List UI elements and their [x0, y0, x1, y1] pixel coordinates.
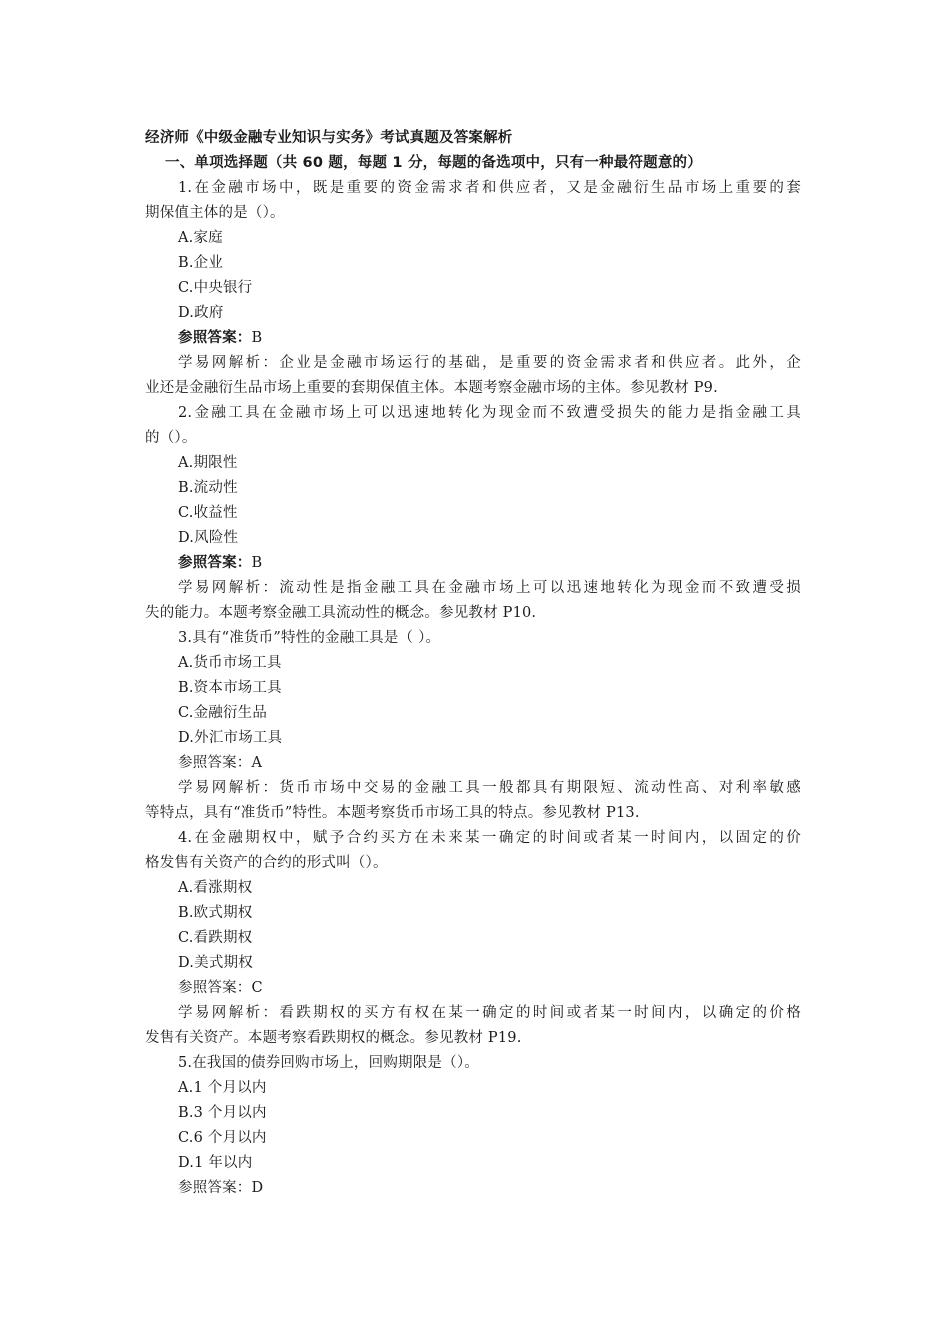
question-stem-line: 期保值主体的是（）。	[145, 205, 285, 221]
option-a: A.看涨期权	[178, 880, 253, 896]
option-b: B.3 个月以内	[178, 1105, 267, 1121]
analysis-line: 学易网解析：企业是金融市场运行的基础，是重要的资金需求者和供应者。此外，企	[178, 355, 801, 371]
option-c: C.6 个月以内	[178, 1130, 267, 1146]
option-c: C.看跌期权	[178, 930, 253, 946]
option-a: A.家庭	[178, 230, 223, 246]
option-b: B.欧式期权	[178, 905, 253, 921]
question-1	[145, 176, 801, 401]
option-d: D.外汇市场工具	[178, 730, 283, 746]
option-a: A.货币市场工具	[178, 655, 282, 671]
question-stem-line: 格发售有关资产的合约的形式叫（）。	[145, 855, 388, 871]
option-a: A.1 个月以内	[178, 1080, 267, 1096]
analysis-line: 业还是金融衍生品市场上重要的套期保值主体。本题考察金融市场的主体。参见教材 P9.	[145, 380, 718, 396]
question-stem-line: 1.在金融市场中，既是重要的资金需求者和供应者，又是金融衍生品市场上重要的套	[178, 180, 801, 196]
analysis-line: 等特点，具有“准货币”特性。本题考察货币市场工具的特点。参见教材 P13.	[145, 805, 640, 821]
option-d: D.美式期权	[178, 955, 253, 971]
analysis-line: 学易网解析：流动性是指金融工具在金融市场上可以迅速地转化为现金而不致遭受损	[178, 580, 801, 596]
option-d: D.风险性	[178, 530, 239, 546]
option-b: B.流动性	[178, 480, 238, 496]
answer-line: 参照答案：A	[178, 755, 263, 771]
answer-line	[145, 326, 801, 351]
option-c: C.中央银行	[178, 280, 253, 296]
option-b: B.企业	[178, 255, 224, 271]
document-title: 经济师《中级金融专业知识与实务》考试真题及答案解析	[145, 130, 513, 146]
answer-label: 参照答案：	[178, 330, 252, 346]
option-c: C.收益性	[178, 505, 238, 521]
analysis-line: 学易网解析：看跌期权的买方有权在某一确定的时间或者某一时间内，以确定的价格	[178, 1005, 801, 1021]
answer-line: 参照答案：D	[178, 1180, 264, 1196]
question-5	[145, 1051, 801, 1201]
question-3	[145, 626, 801, 826]
analysis-line: 学易网解析：货币市场中交易的金融工具一般都具有期限短、流动性高、对利率敏感	[178, 780, 801, 796]
analysis-line: 失的能力。本题考察金融工具流动性的概念。参见教材 P10.	[145, 605, 537, 621]
option-a: A.期限性	[178, 455, 238, 471]
analysis-line: 发售有关资产。本题考察看跌期权的概念。参见教材 P19.	[145, 1030, 522, 1046]
option-b: B.资本市场工具	[178, 680, 282, 696]
answer-value: B	[251, 330, 263, 346]
question-4	[145, 826, 801, 1051]
option-c: C.金融衍生品	[178, 705, 268, 721]
question-stem-line: 5.在我国的债券回购市场上，回购期限是（）。	[178, 1055, 479, 1071]
option-d: D.政府	[178, 305, 224, 321]
answer-line: 参照答案：C	[178, 980, 263, 996]
section-heading: 一、单项选择题（共 60 题，每题 1 分，每题的备选项中，只有一种最符题意的）	[165, 155, 702, 171]
question-stem-line: 3.具有“准货币”特性的金融工具是（ ）。	[178, 630, 441, 646]
question-2	[145, 401, 801, 626]
question-stem-line: 2.金融工具在金融市场上可以迅速地转化为现金而不致遭受损失的能力是指金融工具	[178, 405, 801, 421]
document-page	[145, 126, 801, 1201]
answer-value: B	[251, 555, 263, 571]
question-stem-line: 的（）。	[145, 430, 197, 446]
question-stem-line: 4.在金融期权中，赋予合约买方在未来某一确定的时间或者某一时间内，以固定的价	[178, 830, 801, 846]
answer-line	[145, 551, 801, 576]
option-d: D.1 年以内	[178, 1155, 253, 1171]
answer-label: 参照答案：	[178, 555, 252, 571]
